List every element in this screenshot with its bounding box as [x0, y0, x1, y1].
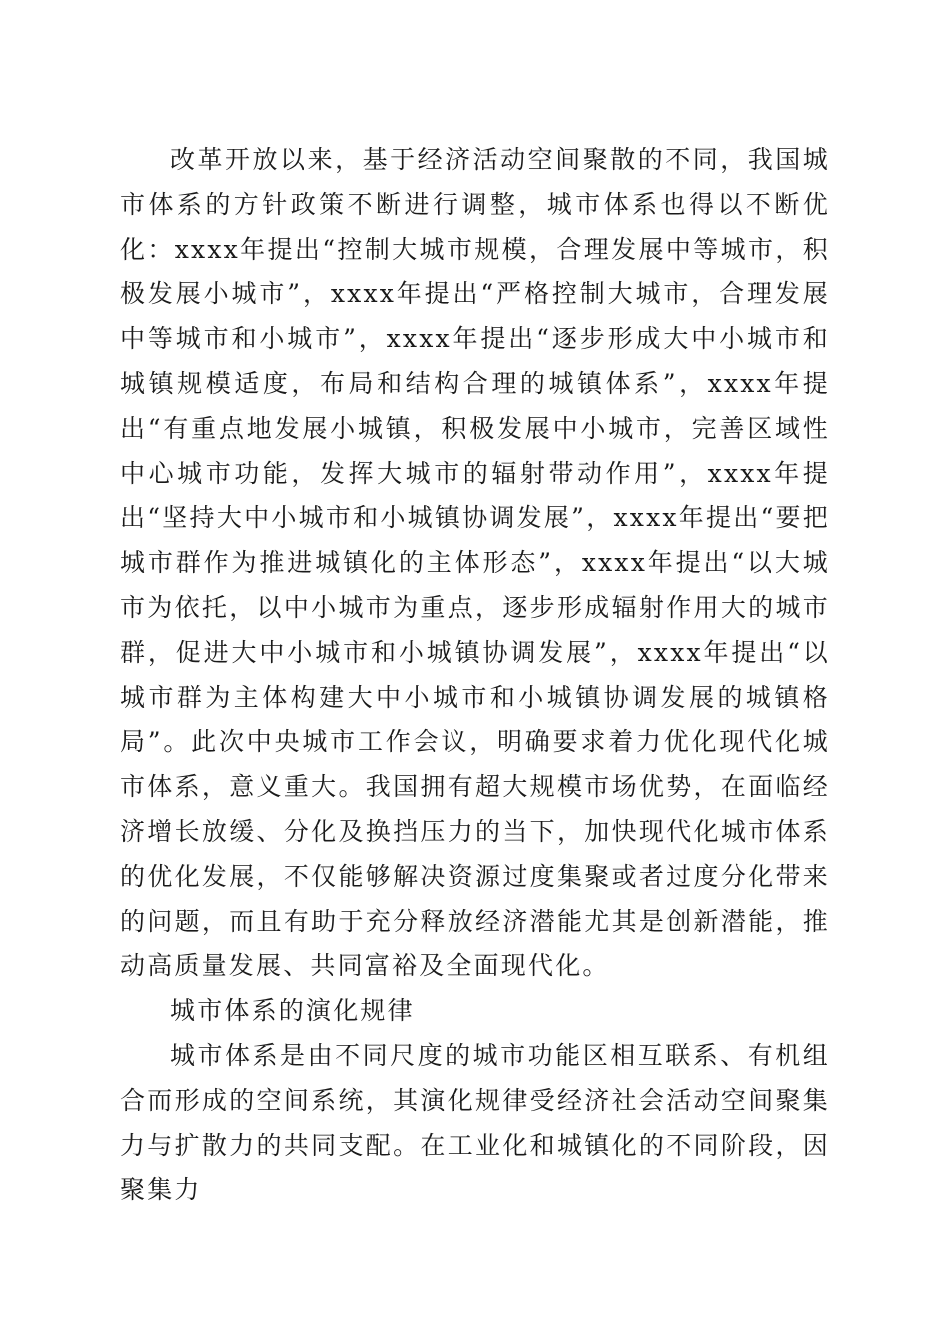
document-page [120, 138, 830, 1213]
body-paragraph-1: 改革开放以来，基于经济活动空间聚散的不同，我国城市体系的方针政策不断进行调整，城市体系也得以不断优化：xxxx年提出“控制大城市规模，合理发展中等城市，积极发展小城市”，xxxx年提出“严格控制大城市，合理发展中等城市和小城市”，xxxx年提出“逐步形成大中小城市和城镇规模适度，布局和结构合理的城镇体系”，xxxx年提出“有重点地发展小城镇，积极发展中小城市，完善区域性中心城市功能，发挥大城市的辐射带动作用”，xxxx年提出“坚持大中小城市和小城镇协调发展”，xxxx年提出“要把城市群作为推进城镇化的主体形态”，xxxx年提出“以大城市为依托，以中小城市为重点，逐步形成辐射作用大的城市群，促进大中小城市和小城镇协调发展”，xxxx年提出“以城市群为主体构建大中小城市和小城镇协调发展的城镇格局”。此次中央城市工作会议，明确要求着力优化现代化城市体系，意义重大。我国拥有超大规模市场优势，在面临经济增长放缓、分化及换挡压力的当下，加快现代化城市体系的优化发展，不仅能够解决资源过度集聚或者过度分化带来的问题，而且有助于充分释放经济潜能尤其是创新潜能，推动高质量发展、共同富裕及全面现代化。 [120, 145, 830, 981]
section-heading: 城市体系的演化规律 [170, 996, 415, 1026]
body-paragraph-2: 城市体系是由不同尺度的城市功能区相互联系、有机组合而形成的空间系统，其演化规律受经济社会活动空间聚集力与扩散力的共同支配。在工业化和城镇化的不同阶段，因聚集力 [120, 1040, 830, 1205]
